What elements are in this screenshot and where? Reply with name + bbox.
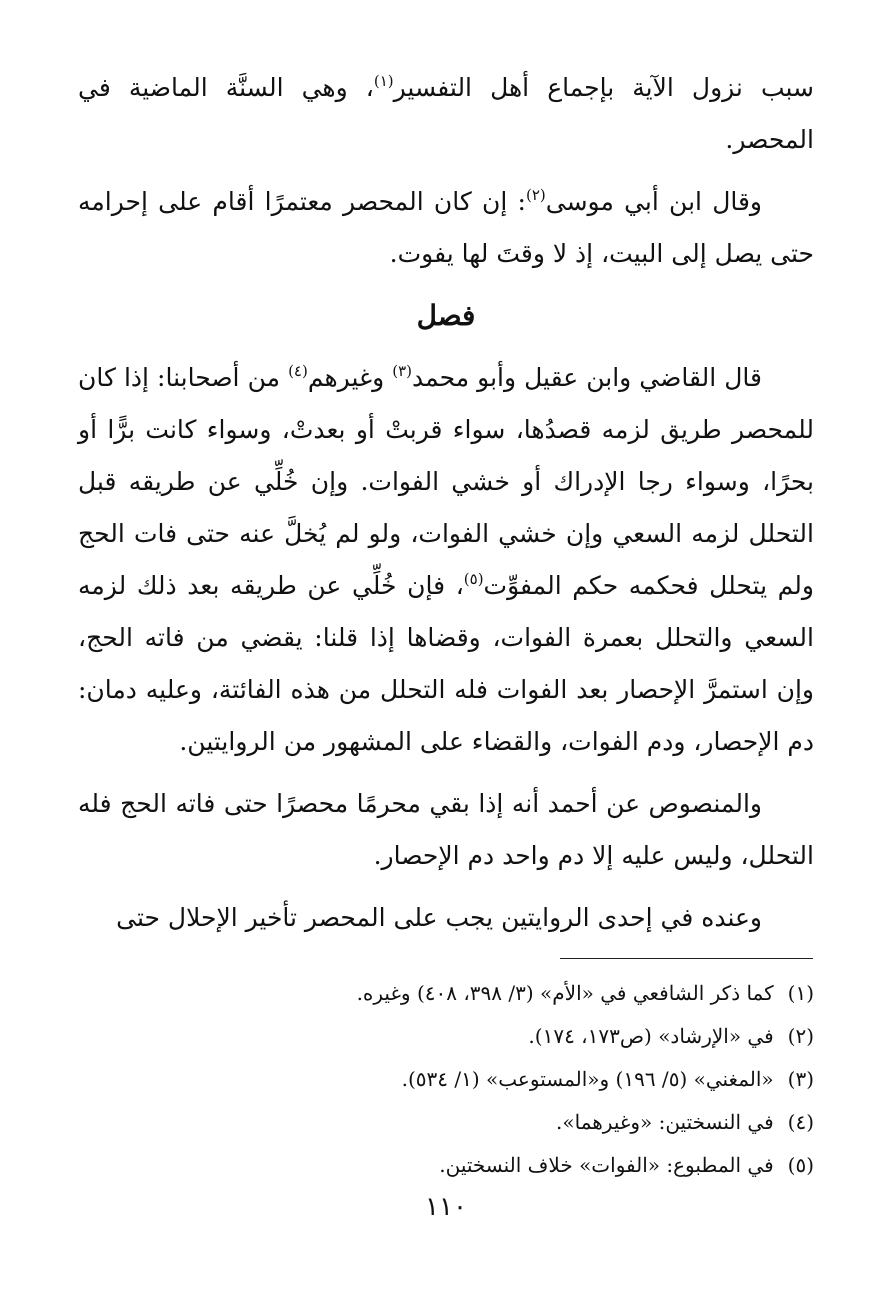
footnote-ref-4: (٤) xyxy=(288,362,308,380)
footnote-number: (٣) xyxy=(787,1067,814,1091)
paragraph-3-text-c: من أصحابنا: إذا كان للمحصر طريق لزمه قصدُها، سواء قربتْ أو بعدتْ، وسواء كانت برًّا أو بحرًا، وسواء رجا الإدراك أو خشي الفوات. وإن خُلِّي عن طريقه قبل التحلل لزمه السعي وإن خشي الفوات، ولو لم يُخلَّ عنه حتى فات الحج ولم يتحلل فحكمه حكم المفوِّت xyxy=(78,363,814,600)
paragraph-1-text-b: ، وهي السنَّة الماضية في المحصر. xyxy=(78,73,814,154)
paragraph-3-text-b: وغيرهم xyxy=(307,363,393,392)
paragraph-2 xyxy=(78,176,814,280)
footnotes xyxy=(78,972,814,1187)
paragraph-3-text-d: ، فإن خُلِّي عن طريقه بعد ذلك لزمه السعي والتحلل بعمرة الفوات، وقضاها إذا قلنا: يقضي من فاته الحج، وإن استمرَّ الإحصار بعد الفوات فله التحلل من هذه الفائتة، وعليه دمان: دم الإحصار، ودم الفوات، والقضاء على المشهور من الروايتين. xyxy=(78,571,814,756)
footnote-number: (٢) xyxy=(787,1024,814,1048)
paragraph-4: والمنصوص عن أحمد أنه إذا بقي محرمًا محصرًا حتى فاته الحج فله التحلل، وليس عليه إلا دم واحد دم الإحصار. xyxy=(78,789,814,870)
footnote-text: «المغني» (٥/ ١٩٦) و«المستوعب» (١/ ٥٣٤). xyxy=(401,1067,774,1091)
section-heading: فصل xyxy=(416,299,476,332)
paragraph-3-text-a: قال القاضي وابن عقيل وأبو محمد xyxy=(412,363,762,392)
footnote-ref-1: (١) xyxy=(373,72,394,90)
footnote-text: في «الإرشاد» (ص١٧٣، ١٧٤). xyxy=(528,1024,774,1048)
footnote-5 xyxy=(78,1144,814,1187)
paragraph-3 xyxy=(78,352,814,768)
paragraph-2-text-b: : إن كان المحصر معتمرًا أقام على إحرامه حتى يصل إلى البيت، إذ لا وقتَ لها يفوت. xyxy=(78,187,814,268)
paragraph-1 xyxy=(78,62,814,166)
footnote-4 xyxy=(78,1101,814,1144)
main-text xyxy=(78,62,814,954)
footnote-ref-2: (٢) xyxy=(525,186,546,204)
footnote-3 xyxy=(78,1058,814,1101)
page-number: ١١٠ xyxy=(425,1192,467,1222)
footnote-text: في النسختين: «وغيرهما». xyxy=(556,1110,774,1134)
footnote-text: كما ذكر الشافعي في «الأم» (٣/ ٣٩٨، ٤٠٨) وغيره. xyxy=(356,981,774,1005)
footnote-1 xyxy=(78,972,814,1015)
paragraph-5: وعنده في إحدى الروايتين يجب على المحصر تأخير الإحلال حتى xyxy=(116,903,762,932)
footnote-divider xyxy=(560,958,813,959)
footnote-text: في المطبوع: «الفوات» خلاف النسختين. xyxy=(439,1153,774,1177)
footnote-ref-3: (٣) xyxy=(392,362,412,380)
footnote-number: (٤) xyxy=(787,1110,814,1134)
footnote-2 xyxy=(78,1015,814,1058)
footnote-number: (٥) xyxy=(787,1153,814,1177)
paragraph-2-text-a: وقال ابن أبي موسى xyxy=(545,187,762,216)
footnote-number: (١) xyxy=(787,981,814,1005)
footnote-ref-5: (٥) xyxy=(463,570,484,588)
paragraph-1-text-a: سبب نزول الآية بإجماع أهل التفسير xyxy=(393,73,814,102)
